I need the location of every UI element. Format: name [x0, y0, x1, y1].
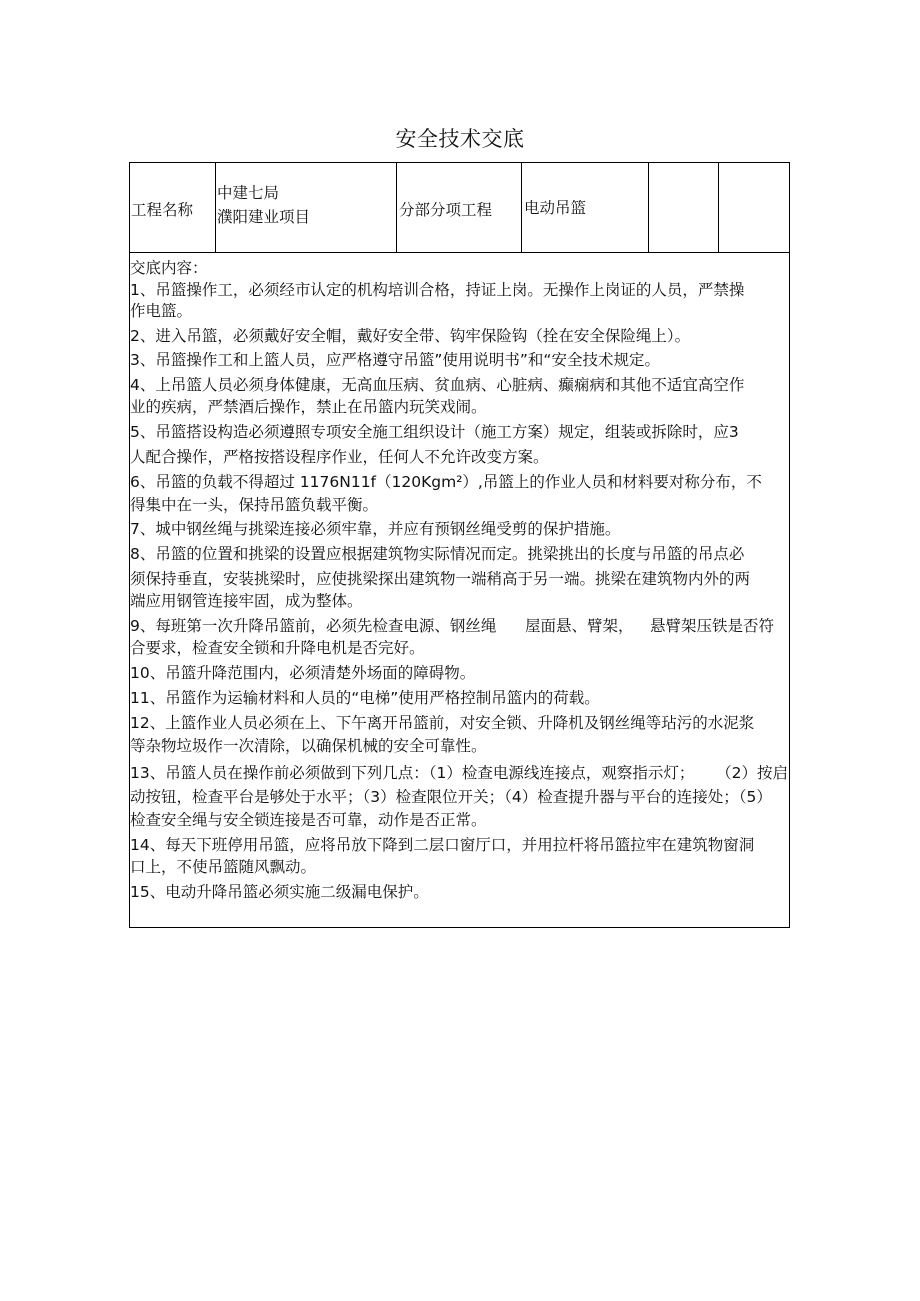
division-label: 分部分项工程 — [399, 201, 493, 219]
item-9-segment: 9、每班第一次升降吊篮前，必须先检查电源、钢丝绳 — [130, 617, 497, 635]
item-5-line: 人配合操作，严格按搭设程序作业，任何人不允许改变方案。 — [130, 448, 549, 466]
column-divider — [521, 162, 522, 252]
header-row-divider — [129, 252, 790, 253]
item-13-line — [130, 763, 788, 783]
item-8-line: 端应用钢管连接牢固，成为整体。 — [130, 592, 363, 610]
column-divider — [396, 162, 397, 252]
item-9-line: 合要求，检查安全锁和升降电机是否完好。 — [130, 639, 425, 657]
content-heading: 交底内容： — [130, 259, 208, 277]
item-6-line: 6、吊篮的负载不得超过 1176N11f（120Kgm²）,吊篮上的作业人员和材料要对称分布，不 — [130, 473, 762, 491]
item-13-line: 动按钮，检查平台是够处于水平；（3）检查限位开关；（4）检查提升器与平台的连接处；（5） — [130, 788, 772, 806]
item-14-line: 14、每天下班停用吊篮，应将吊放下降到二层口窗厅口，并用拉杆将吊篮拉牢在建筑物窗洞 — [130, 836, 755, 854]
item-8-line: 8、吊篮的位置和挑梁的设置应根据建筑物实际情况而定。挑梁挑出的长度与吊篮的吊点必 — [130, 545, 745, 563]
project-name-line1: 中建七局 — [217, 184, 280, 202]
item-4-line: 业的疾病，严禁酒后操作，禁止在吊篮内玩笑戏闹。 — [130, 398, 487, 416]
item-9-segment: 屋面悬、臂架， — [525, 617, 634, 635]
item-15-line: 15、电动升降吊篮必须实施二级漏电保护。 — [130, 883, 429, 901]
item-8-line: 须保持垂直，安装挑梁时，应使挑梁探出建筑物一端稍高于另一端。挑梁在建筑物内外的两 — [130, 570, 751, 588]
item-5-line: 5、吊篮搭设构造必须遵照专项安全施工组织设计（施工方案）规定，组装或拆除时，应3 — [130, 423, 739, 441]
column-divider — [648, 162, 649, 252]
division-value: 电动吊篮 — [524, 199, 587, 217]
item-13-segment: （2）按启 — [716, 764, 788, 782]
item-2-line: 2、进入吊篮，必须戴好安全帽，戴好安全带、钩牢保险钩（拴在安全保险绳上）。 — [130, 327, 691, 345]
item-7-line: 7、城中钢丝绳与挑梁连接必须牢靠，并应有预钢丝绳受剪的保护措施。 — [130, 520, 621, 538]
item-12-line: 等杂物垃圾作一次清除，以确保机械的安全可靠性。 — [130, 737, 487, 755]
project-name-line2: 濮阳建业项目 — [217, 208, 311, 226]
item-1-line: 1、吊篮操作工，必须经市认定的机构培训合格，持证上岗。无操作上岗证的人员，严禁操 — [130, 281, 745, 299]
document-title: 安全技术交底 — [395, 127, 525, 151]
item-14-line: 口上，不使吊篮随风飘动。 — [130, 858, 317, 876]
item-6-line: 得集中在一头，保持吊篮负载平衡。 — [130, 496, 379, 514]
item-3-line: 3、吊篮操作工和上篮人员，应严格遵守吊篮”使用说明书”和“安全技术规定。 — [130, 351, 660, 369]
project-name-label: 工程名称 — [131, 201, 194, 219]
item-13-line: 检查安全绳与安全锁连接是否可靠，动作是否正常。 — [130, 811, 487, 829]
item-10-line: 10、吊篮升降范围内，必须清楚外场面的障碍物。 — [130, 664, 476, 682]
item-4-line: 4、上吊篮人员必须身体健康，无高血压病、贫血病、心脏病、癫痫病和其他不适宜高空作 — [130, 376, 745, 394]
item-12-line: 12、上篮作业人员必须在上、下午离开吊篮前，对安全锁、升降机及钢丝绳等玷污的水泥浆 — [130, 714, 755, 732]
column-divider — [215, 162, 216, 252]
column-divider — [718, 162, 719, 252]
item-13-segment: 13、吊篮人员在操作前必须做到下列几点：（1）检查电源线连接点，观察指示灯； — [130, 764, 695, 782]
item-9-segment: 悬臂架压铁是否符 — [650, 617, 775, 635]
item-1-line: 作电篮。 — [130, 302, 193, 320]
item-11-line: 11、吊篮作为运输材料和人员的“电梯”使用严格控制吊篮内的荷载。 — [130, 689, 600, 707]
